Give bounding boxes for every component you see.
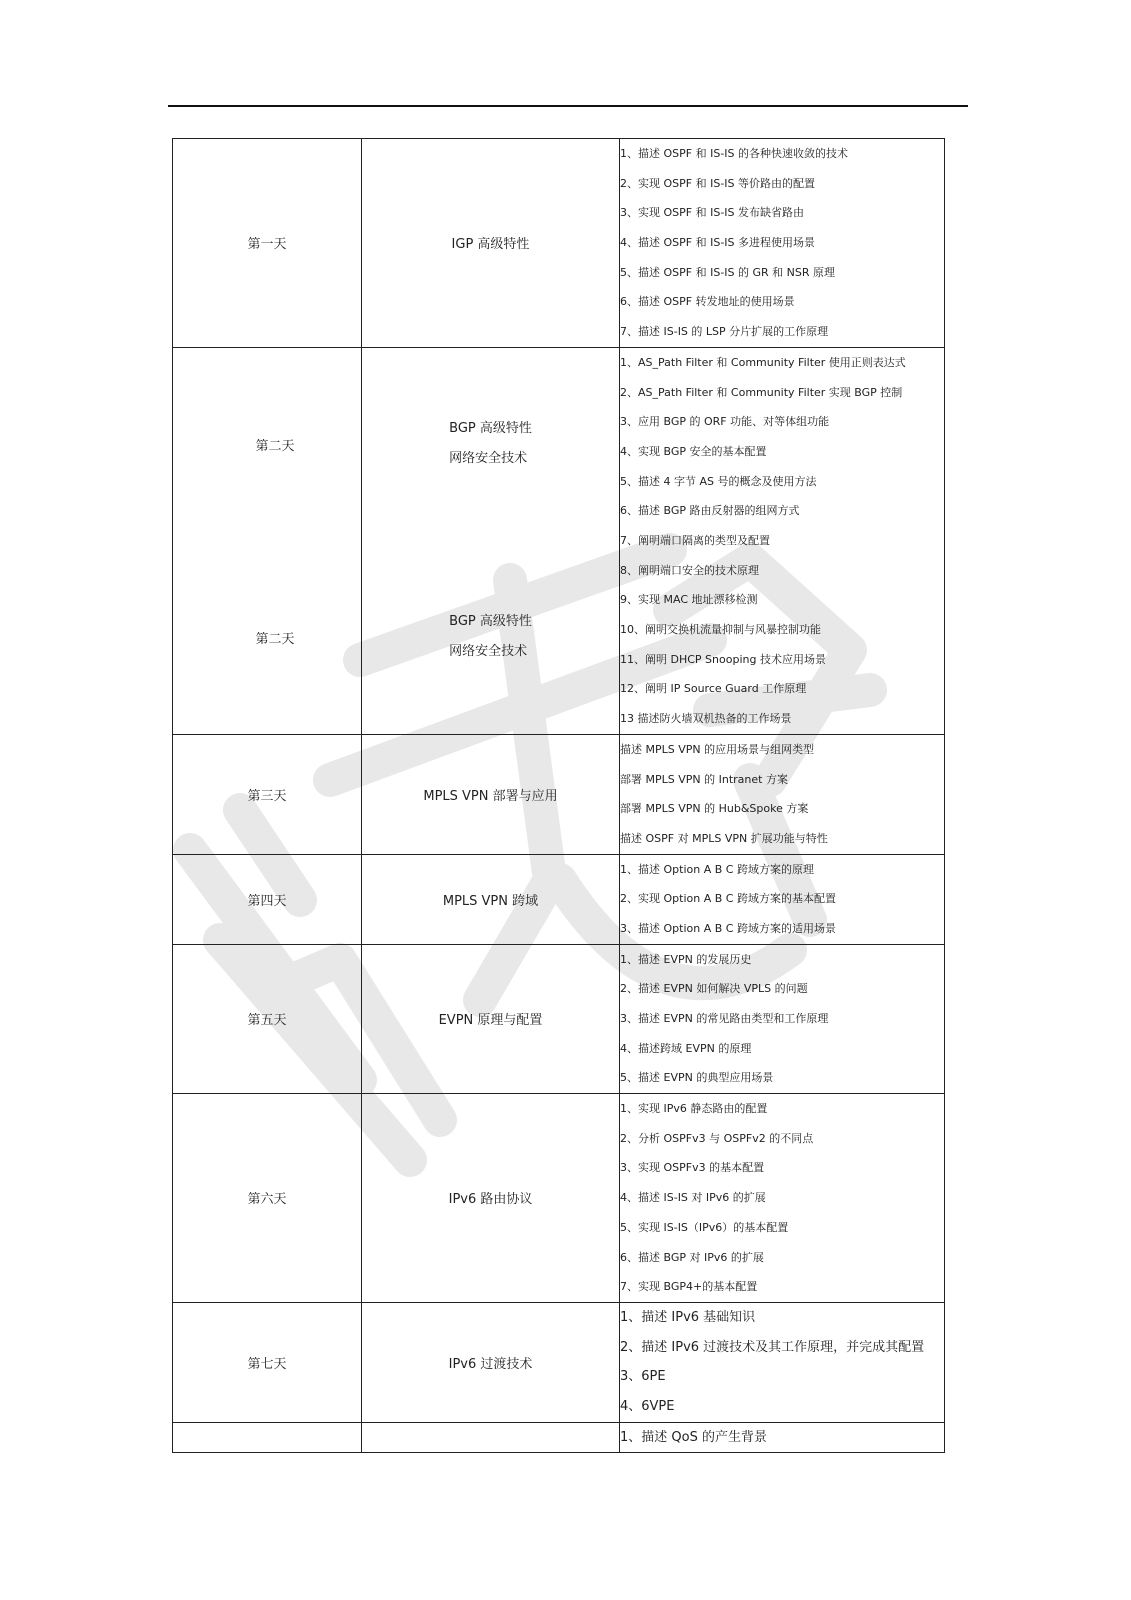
list-item: 1、实现 IPv6 静态路由的配置 <box>620 1102 768 1116</box>
topic-cell: EVPN 原理与配置 <box>362 944 620 1093</box>
items-cell <box>620 1094 945 1303</box>
list-item: 2、分析 OSPFv3 与 OSPFv2 的不同点 <box>620 1131 814 1145</box>
list-item: 部署 MPLS VPN 的 Intranet 方案 <box>620 772 788 786</box>
topic-cell: MPLS VPN 跨域 <box>362 854 620 944</box>
table-row <box>173 1302 945 1422</box>
list-item: 2、AS_Path Filter 和 Community Filter 实现 BGP 控制 <box>620 385 903 399</box>
topic-line: BGP 高级特性 <box>449 614 532 630</box>
list-item: 9、实现 MAC 地址漂移检测 <box>620 593 758 607</box>
header-rule <box>168 105 968 107</box>
list-item: 部署 MPLS VPN 的 Hub&Spoke 方案 <box>620 802 809 816</box>
list-item: 8、阐明端口安全的技术原理 <box>620 563 759 577</box>
day-label: 第二天 <box>255 631 295 647</box>
topic-cell: IPv6 过渡技术 <box>362 1302 620 1422</box>
topic-cell: MPLS VPN 部署与应用 <box>362 734 620 854</box>
course-schedule-table <box>172 138 945 1453</box>
table-row <box>173 139 945 348</box>
list-item: 描述 MPLS VPN 的应用场景与组网类型 <box>620 742 815 756</box>
topic-cell <box>362 1422 620 1453</box>
list-item: 3、实现 OSPFv3 的基本配置 <box>620 1161 765 1175</box>
list-item: 描述 OSPF 对 MPLS VPN 扩展功能与特性 <box>620 831 828 845</box>
table-row <box>173 1094 945 1303</box>
topic-line: 网络安全技术 <box>449 644 528 660</box>
list-item: 4、描述 IS-IS 对 IPv6 的扩展 <box>620 1191 766 1205</box>
items-cell <box>620 347 945 734</box>
table-row <box>173 944 945 1093</box>
list-item: 3、描述 Option A B C 跨域方案的适用场景 <box>620 921 836 935</box>
list-item: 4、6VPE <box>620 1398 675 1414</box>
list-item: 5、描述 OSPF 和 IS-IS 的 GR 和 NSR 原理 <box>620 265 836 279</box>
list-item: 12、阐明 IP Source Guard 工作原理 <box>620 682 807 696</box>
table-row <box>173 347 945 734</box>
list-item: 3、应用 BGP 的 ORF 功能、对等体组功能 <box>620 415 830 429</box>
topic-line: 网络安全技术 <box>449 451 528 467</box>
topic-cell: IPv6 路由协议 <box>362 1094 620 1303</box>
list-item: 5、描述 EVPN 的典型应用场景 <box>620 1071 774 1085</box>
list-item: 3、实现 OSPF 和 IS-IS 发布缺省路由 <box>620 206 805 220</box>
day-cell: 第三天 <box>173 734 362 854</box>
list-item: 3、6PE <box>620 1369 666 1385</box>
list-item: 11、阐明 DHCP Snooping 技术应用场景 <box>620 652 826 666</box>
list-item: 2、实现 Option A B C 跨域方案的基本配置 <box>620 892 836 906</box>
list-item: 7、阐明端口隔离的类型及配置 <box>620 533 770 547</box>
day-label: 第二天 <box>255 438 295 454</box>
day-cell: 第六天 <box>173 1094 362 1303</box>
list-item: 6、描述 BGP 路由反射器的组网方式 <box>620 504 800 518</box>
list-item: 6、描述 BGP 对 IPv6 的扩展 <box>620 1250 764 1264</box>
list-item: 1、描述 EVPN 的发展历史 <box>620 952 752 966</box>
items-cell <box>620 1422 945 1453</box>
table-row <box>173 734 945 854</box>
list-item: 2、实现 OSPF 和 IS-IS 等价路由的配置 <box>620 176 816 190</box>
items-cell <box>620 854 945 944</box>
day-cell: 第七天 <box>173 1302 362 1422</box>
table-row <box>173 1422 945 1453</box>
list-item: 10、阐明交换机流量抑制与风暴控制功能 <box>620 623 821 637</box>
list-item: 1、描述 QoS 的产生背景 <box>620 1429 767 1445</box>
list-item: 2、描述 IPv6 过渡技术及其工作原理，并完成其配置 <box>620 1339 925 1355</box>
items-cell <box>620 734 945 854</box>
list-item: 4、描述跨域 EVPN 的原理 <box>620 1041 752 1055</box>
items-cell <box>620 139 945 348</box>
list-item: 2、描述 EVPN 如何解决 VPLS 的问题 <box>620 982 808 996</box>
topic-cell: IGP 高级特性 <box>362 139 620 348</box>
topic-line: BGP 高级特性 <box>449 421 532 437</box>
list-item: 7、描述 IS-IS 的 LSP 分片扩展的工作原理 <box>620 325 829 339</box>
list-item: 4、实现 BGP 安全的基本配置 <box>620 444 767 458</box>
list-item: 3、描述 EVPN 的常见路由类型和工作原理 <box>620 1012 829 1025</box>
list-item: 1、描述 Option A B C 跨域方案的原理 <box>620 862 814 876</box>
day-cell: 第四天 <box>173 854 362 944</box>
topic-cell <box>362 347 620 734</box>
day-cell: 第五天 <box>173 944 362 1093</box>
list-item: 4、描述 OSPF 和 IS-IS 多进程使用场景 <box>620 236 816 250</box>
list-item: 1、AS_Path Filter 和 Community Filter 使用正则表达式 <box>620 355 906 369</box>
list-item: 6、描述 OSPF 转发地址的使用场景 <box>620 295 795 309</box>
items-cell <box>620 1302 945 1422</box>
list-item: 5、实现 IS-IS（IPv6）的基本配置 <box>620 1220 789 1234</box>
table-row <box>173 854 945 944</box>
list-item: 7、实现 BGP4+的基本配置 <box>620 1280 758 1294</box>
list-item: 1、描述 OSPF 和 IS-IS 的各种快速收敛的技术 <box>620 147 849 160</box>
day-cell <box>173 1422 362 1453</box>
items-cell <box>620 944 945 1093</box>
day-cell: 第一天 <box>173 139 362 348</box>
list-item: 5、描述 4 字节 AS 号的概念及使用方法 <box>620 474 817 488</box>
list-item: 13 描述防火墙双机热备的工作场景 <box>620 712 792 726</box>
day-cell <box>173 347 362 734</box>
list-item: 1、描述 IPv6 基础知识 <box>620 1310 756 1326</box>
